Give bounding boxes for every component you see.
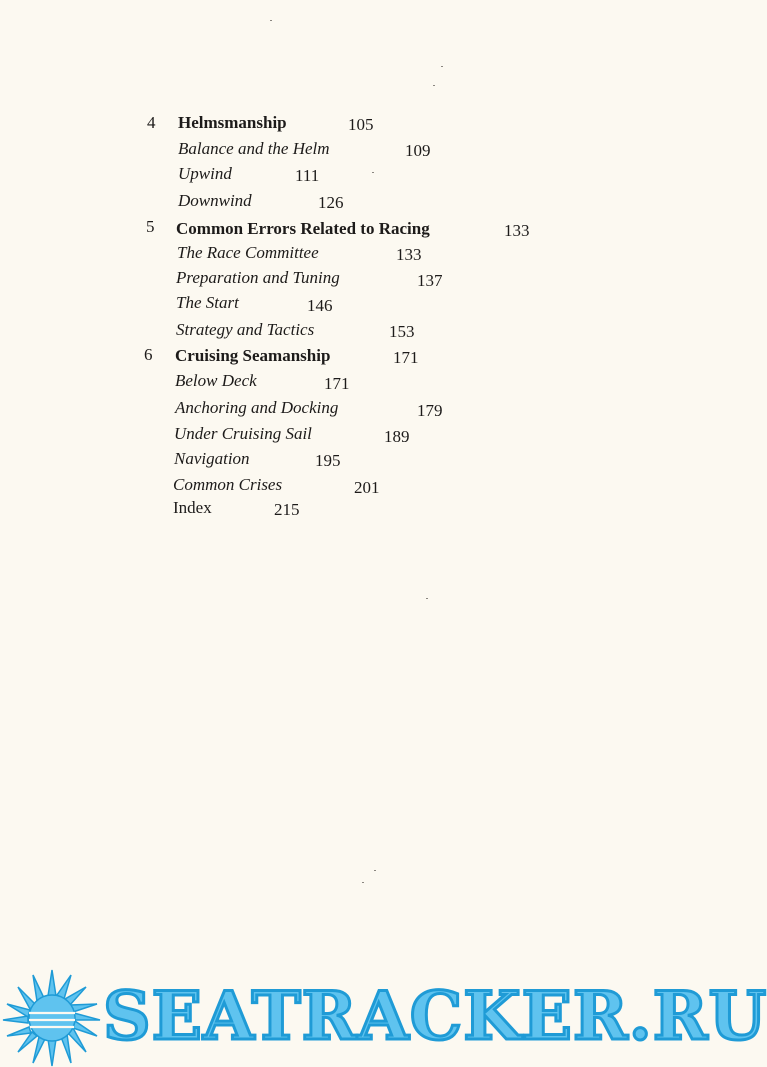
section-strategy-page: 153 (389, 322, 415, 341)
scan-speck (372, 172, 374, 173)
section-navigation: Navigation (174, 449, 250, 468)
section-under-cruising-sail: Under Cruising Sail (174, 424, 312, 443)
scan-speck (426, 598, 428, 599)
section-preparation-and-tuning: Preparation and Tuning (176, 268, 340, 287)
section-common-crises: Common Crises (173, 475, 283, 494)
index-entry: Index (173, 498, 212, 517)
chapter-4-title: Helmsmanship (178, 113, 287, 132)
scan-speck (433, 85, 435, 86)
section-race-committee-page: 133 (396, 245, 422, 264)
section-downwind: Downwind (178, 191, 252, 210)
section-preparation-page: 137 (417, 271, 443, 290)
section-strategy-and-tactics: Strategy and Tactics (176, 320, 315, 339)
section-upwind: Upwind (178, 164, 232, 183)
chapter-6-title: Cruising Seamanship (175, 346, 331, 365)
section-the-start-page: 146 (307, 296, 333, 315)
index-page: 215 (274, 500, 300, 519)
scan-speck (362, 882, 364, 883)
chapter-4-number: 4 (147, 113, 156, 132)
section-below-deck: Below Deck (175, 371, 257, 390)
section-downwind-page: 126 (318, 193, 344, 212)
chapter-6-page: 171 (393, 348, 419, 367)
chapter-5-number: 5 (146, 217, 155, 236)
section-race-committee: The Race Committee (177, 243, 319, 262)
scan-speck (270, 20, 272, 21)
sun-burst-icon (0, 966, 104, 1066)
section-the-start: The Start (176, 293, 239, 312)
section-balance-page: 109 (405, 141, 431, 160)
section-under-cruising-sail-page: 189 (384, 427, 410, 446)
scan-speck (374, 870, 376, 871)
chapter-6-number: 6 (144, 345, 153, 364)
section-anchoring-and-docking: Anchoring and Docking (175, 398, 339, 417)
chapter-4-page: 105 (348, 115, 374, 134)
chapter-5-title: Common Errors Related to Racing (176, 219, 430, 238)
section-common-crises-page: 201 (354, 478, 380, 497)
section-anchoring-page: 179 (417, 401, 443, 420)
section-upwind-page: 111 (295, 166, 320, 185)
watermark-text: SEATRACKER.RU (103, 977, 767, 1055)
scan-speck (441, 66, 443, 67)
chapter-5-page: 133 (504, 221, 530, 240)
section-below-deck-page: 171 (324, 374, 350, 393)
section-balance-and-the-helm: Balance and the Helm (178, 139, 330, 158)
section-navigation-page: 195 (315, 451, 341, 470)
